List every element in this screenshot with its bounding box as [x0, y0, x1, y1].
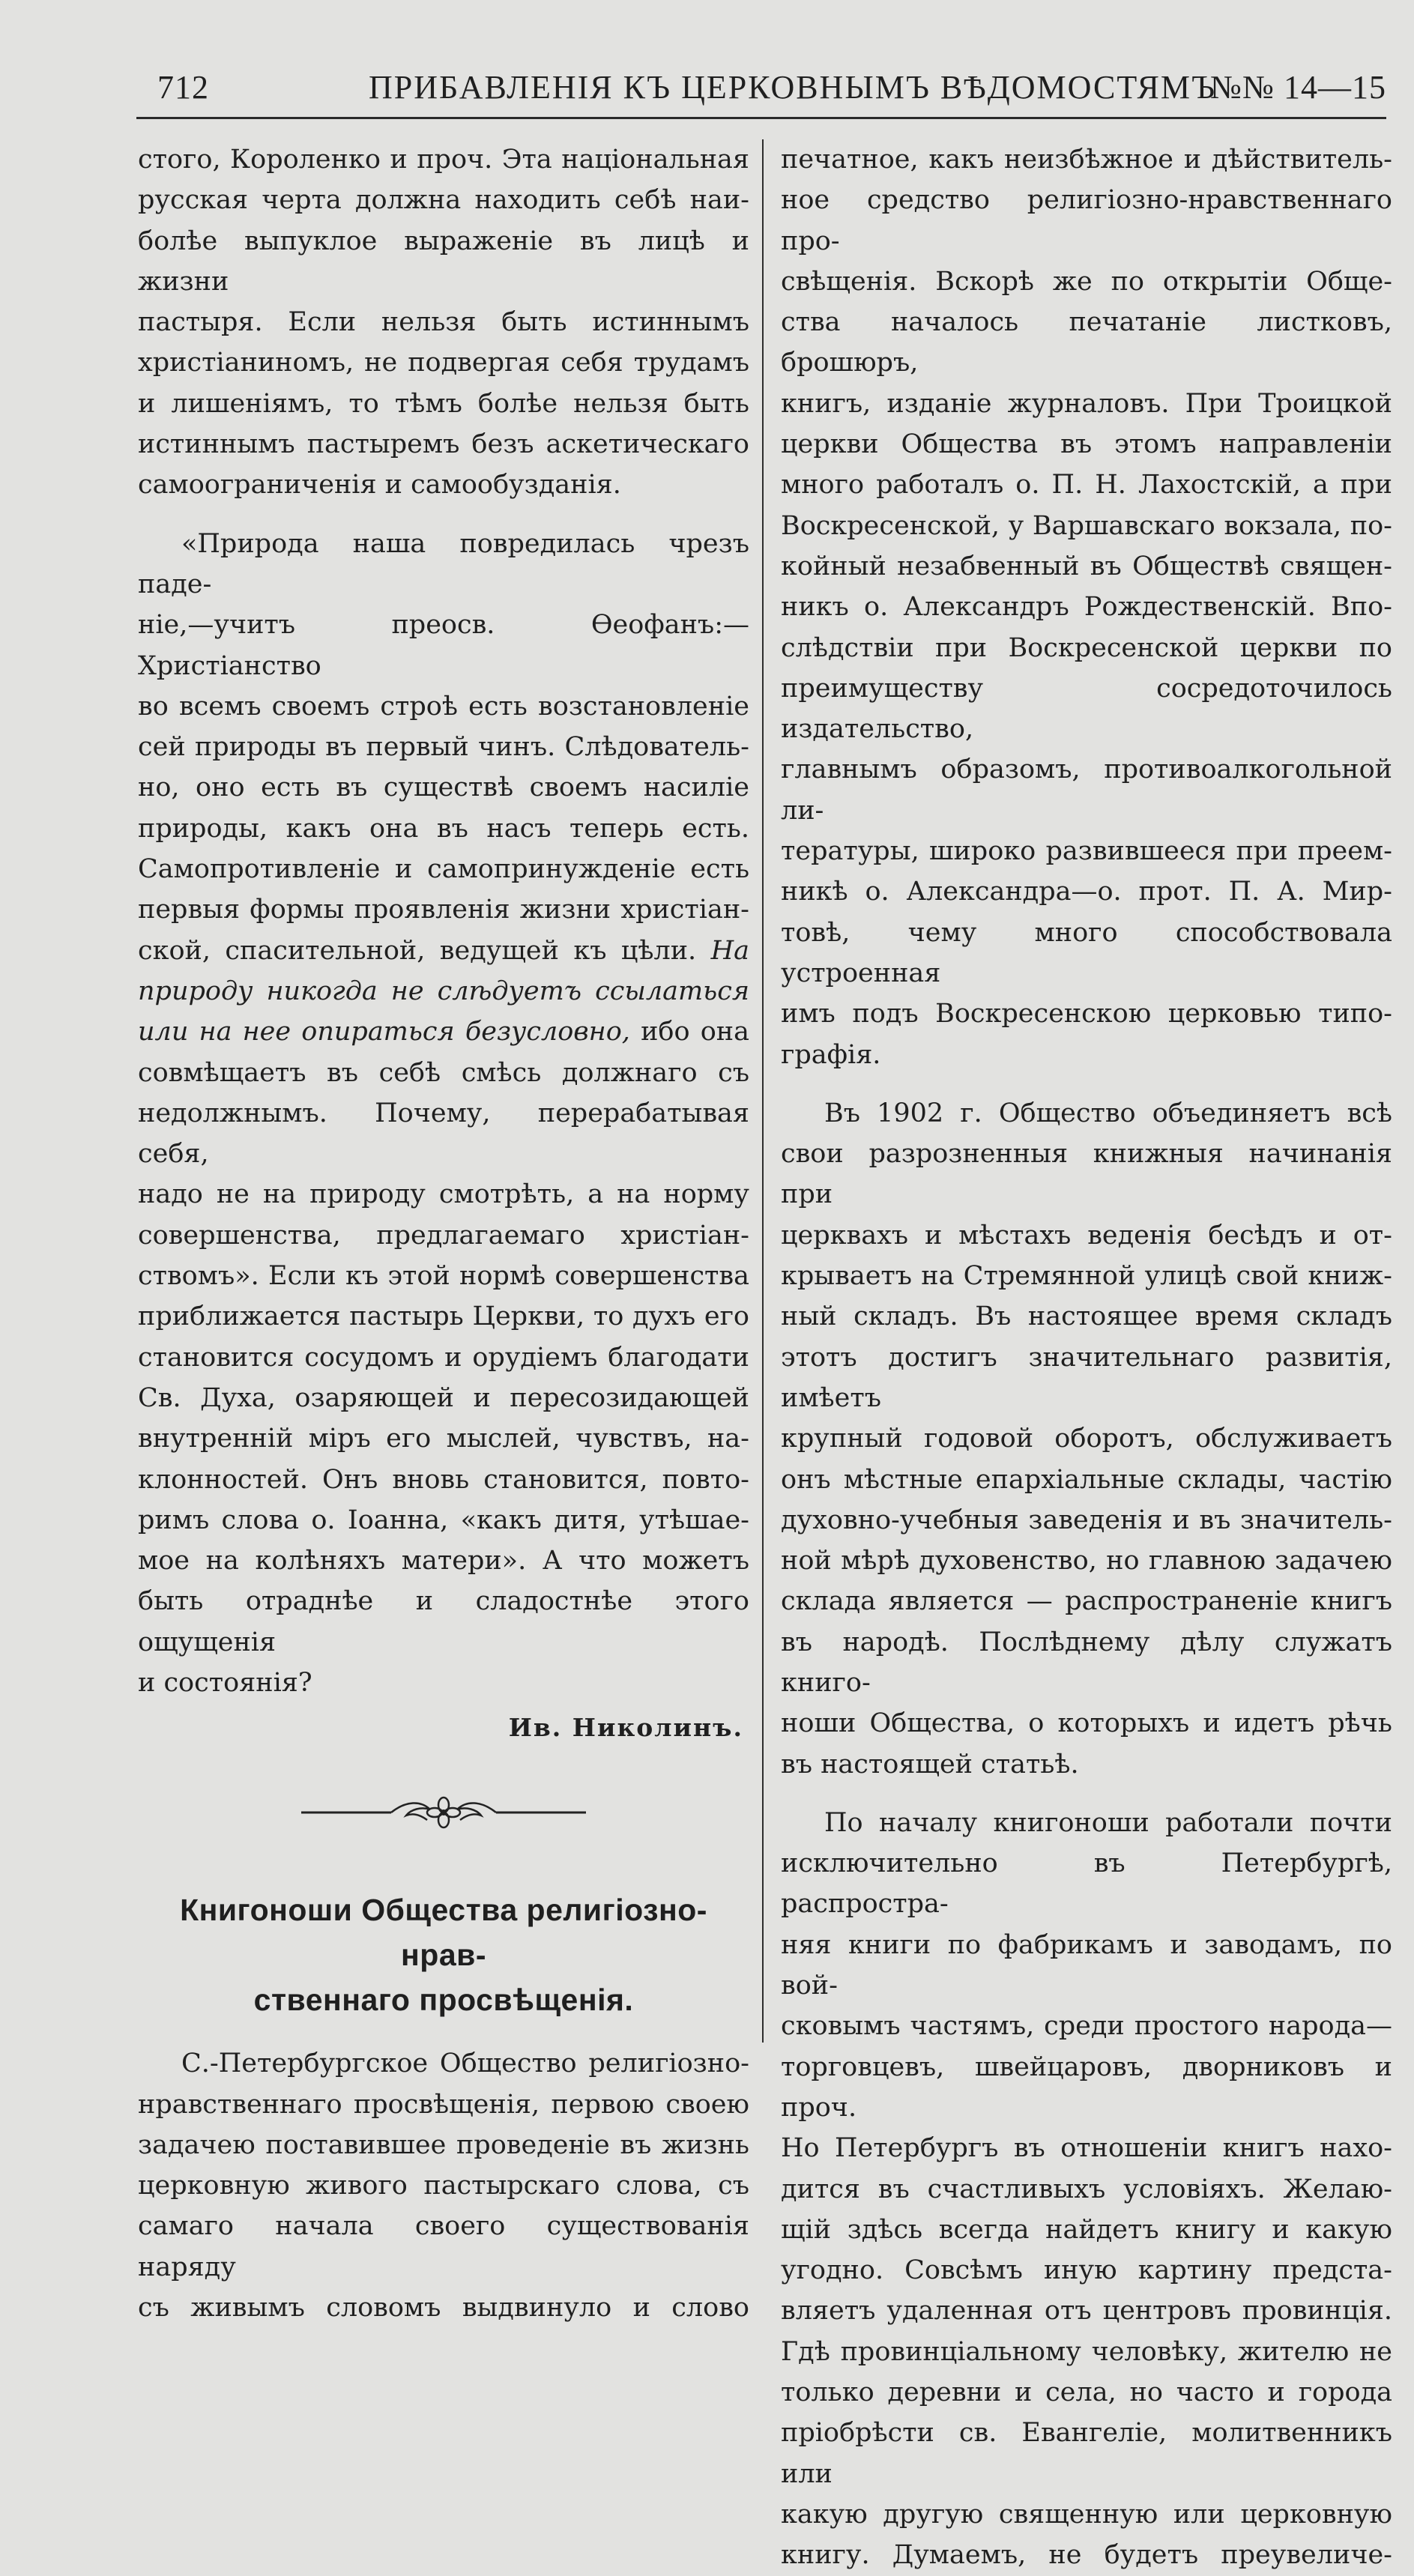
- italic-text: природу никогда не слѣдуетъ ссылаться: [138, 976, 749, 1006]
- fleuron-divider-icon: [301, 1790, 586, 1835]
- text-line: самоограниченія и самообузданія.: [138, 470, 621, 501]
- text-line: преимуществу сосредоточилось издательство,: [781, 673, 1392, 745]
- text-line: внутренній міръ его мыслей, чувствъ, на-: [138, 1424, 749, 1454]
- paragraph-left-3: [138, 2043, 749, 2328]
- text-line: склада является — распространеніе книгъ: [781, 1586, 1392, 1617]
- header-rule: [136, 117, 1386, 119]
- text-line: много работалъ о. П. Н. Лахостскій, а при: [781, 470, 1392, 501]
- page-header: [157, 61, 1386, 114]
- paragraph-left-1: [138, 139, 749, 506]
- running-title: ПРИБАВЛЕНІЯ КЪ ЦЕРКОВНЫМЪ ВѢДОМОСТЯМЪ: [369, 69, 1217, 106]
- text-line: церковную живого пастырскаго слова, съ: [138, 2171, 749, 2201]
- text-line: ное средство религіозно-нравственнаго про-: [781, 185, 1392, 256]
- text-line: сковымъ частямъ, среди простого народа—: [781, 2011, 1392, 2042]
- text-line: сей природы въ первый чинъ. Слѣдователь-: [138, 732, 749, 763]
- text-line: первыя формы проявленія жизни христіан-: [138, 895, 749, 925]
- text-line: тературы, широко развившееся при преем-: [781, 836, 1392, 867]
- text-line: только деревни и села, но часто и города: [781, 2377, 1392, 2408]
- text-line: ноши Общества, о которыхъ и идетъ рѣчь: [781, 1708, 1392, 1739]
- text-line: щій здѣсь всегда найдетъ книгу и какую: [781, 2214, 1392, 2245]
- text-line: приближается пастырь Церкви, то духъ его: [138, 1301, 749, 1332]
- text-line: съ живымъ словомъ выдвинуло и слово: [138, 2293, 749, 2323]
- text-line: совмѣщаетъ въ себѣ смѣсь должнаго съ: [138, 1057, 749, 1088]
- text-line: никъ о. Александръ Рождественскій. Впо-: [781, 592, 1392, 623]
- text-line: ной мѣрѣ духовенство, но главною задачею: [781, 1546, 1392, 1576]
- text-line: онъ мѣстные епархіальные склады, частію: [781, 1464, 1392, 1495]
- text-line: Воскресенской, у Варшавскаго вокзала, по-: [781, 510, 1392, 541]
- text-line: и состоянія?: [138, 1667, 312, 1698]
- text-line: ніе,—учитъ преосв. Ѳеофанъ:—Христіанство: [138, 610, 749, 681]
- text-line: мое на колѣняхъ матери». А что можетъ: [138, 1546, 749, 1576]
- text-line: во всемъ своемъ строѣ есть возстановленіе: [138, 691, 749, 722]
- italic-text: или на нее опираться безусловно,: [138, 1017, 630, 1047]
- text-line: христіаниномъ, не подвергая себя трудамъ: [138, 348, 749, 378]
- italic-text: На: [710, 935, 749, 966]
- left-column: [138, 139, 749, 2328]
- right-column: [781, 139, 1392, 2576]
- text-line: торговцевъ, швейцаровъ, дворниковъ и проч.: [781, 2052, 1392, 2123]
- text-line: [138, 971, 749, 1012]
- paragraph-right-1: [781, 139, 1392, 1075]
- text-line: самаго начала своего существованія наряду: [138, 2211, 749, 2282]
- text-line: С.-Петербургское Общество религіозно-: [181, 2049, 749, 2079]
- text-line: исключительно въ Петербургѣ, распростра-: [781, 1848, 1392, 1920]
- text-line: Гдѣ провинціальному человѣку, жителю не: [781, 2336, 1392, 2367]
- text-line: Въ 1902 г. Общество объединяетъ всѣ: [824, 1098, 1392, 1128]
- paragraph-left-2: [138, 524, 749, 1704]
- page-number: 712: [157, 69, 209, 106]
- text-line: крупный годовой оборотъ, обслуживаетъ: [781, 1424, 1392, 1454]
- text-line: главнымъ образомъ, противоалкогольной ли-: [781, 755, 1392, 826]
- text-line: «Природа наша повредилась чрезъ паде-: [138, 528, 749, 599]
- text-line: вляетъ удаленная отъ центровъ провинція.: [781, 2296, 1392, 2326]
- paragraph-right-2: [781, 1093, 1392, 1785]
- column-divider: [762, 139, 764, 2043]
- text-line: истиннымъ пастыремъ безъ аскетическаго: [138, 429, 749, 460]
- text-line: книгу. Думаемъ, не будетъ преувеличе-: [781, 2540, 1392, 2571]
- text-line: болѣе выпуклое выраженіе въ лицѣ и жизни: [138, 226, 749, 297]
- text-line: церкви Общества въ этомъ направленіи: [781, 429, 1392, 460]
- text-line: или на нее опираться безусловно, ибо она: [138, 1017, 749, 1047]
- text-line: стого, Короленко и проч. Эта національная: [138, 145, 749, 175]
- paragraph-right-3: [781, 1803, 1392, 2576]
- text-line: но, оно есть въ существѣ своемъ насиліе: [138, 773, 749, 803]
- text-line: въ народѣ. Послѣднему дѣлу служатъ книго-: [781, 1627, 1392, 1698]
- issue-number: №№ 14—15: [1210, 69, 1386, 106]
- text-line: становится сосудомъ и орудіемъ благодати: [138, 1342, 749, 1373]
- text-line: товѣ, чему много способствовала устроенная: [781, 917, 1392, 988]
- text-line: совершенства, предлагаемаго христіан-: [138, 1220, 749, 1251]
- text-line: въ настоящей статьѣ.: [781, 1749, 1079, 1780]
- text-line: духовно-учебныя заведенія и въ значитель-: [781, 1505, 1392, 1535]
- text-line: нравственнаго просвѣщенія, первою своею: [138, 2089, 749, 2120]
- text-line: имъ подъ Воскресенскою церковью типо-: [781, 999, 1392, 1030]
- text-line: свои разрозненныя книжныя начинанія при: [781, 1139, 1392, 1210]
- text-line: какую другую священную или церковную: [781, 2499, 1392, 2530]
- text-line: клонностей. Онъ вновь становится, повто-: [138, 1464, 749, 1495]
- text-line: книгъ, изданіе журналовъ. При Троицкой: [781, 388, 1392, 419]
- text-line: недолжнымъ. Почему, перерабатывая себя,: [138, 1098, 749, 1170]
- text-line: ствомъ». Если къ этой нормѣ совершенства: [138, 1261, 749, 1292]
- text-line: няя книги по фабрикамъ и заводамъ, по вой-: [781, 1929, 1392, 2001]
- text-line: графія.: [781, 1039, 881, 1070]
- author-signature: Ив. Николинъ.: [508, 1713, 743, 1743]
- text-line: пастыря. Если нельзя быть истиннымъ: [138, 307, 749, 338]
- text-line: По началу книгоноши работали почти: [824, 1807, 1392, 1838]
- text-line: этотъ достигъ значительнаго развитія, имѣетъ: [781, 1342, 1392, 1413]
- text-line: пріобрѣсти св. Евангеліе, молитвенникъ или: [781, 2418, 1392, 2489]
- text-line: дится въ счастливыхъ условіяхъ. Желаю-: [781, 2174, 1392, 2204]
- text-line: быть отраднѣе и сладостнѣе этого ощущенія: [138, 1586, 749, 1657]
- text-line: ской, спасительной, ведущей къ цѣли. На: [138, 935, 749, 966]
- text-line: русская черта должна находить себѣ наи-: [138, 185, 749, 216]
- text-line: надо не на природу смотрѣть, а на норму: [138, 1179, 749, 1210]
- text-line: Самопротивленіе и самопринужденіе есть: [138, 854, 749, 885]
- text-line: печатное, какъ неизбѣжное и дѣйствитель-: [781, 145, 1392, 175]
- text-line: природы, какъ она въ насъ теперь есть.: [138, 813, 749, 844]
- text-line: угодно. Совсѣмъ иную картину предста-: [781, 2255, 1392, 2286]
- text-line: крываетъ на Стремянной улицѣ свой книж-: [781, 1261, 1392, 1292]
- text-line: слѣдствіи при Воскресенской церкви по: [781, 632, 1392, 663]
- text-line: Св. Духа, озаряющей и пересозидающей: [138, 1382, 749, 1413]
- text-line: церквахъ и мѣстахъ веденія бесѣдъ и от-: [781, 1220, 1392, 1251]
- text-line: Но Петербургъ въ отношеніи книгъ нахо-: [781, 2133, 1392, 2164]
- text-line: никѣ о. Александра—о. прот. П. А. Мир-: [781, 877, 1392, 907]
- text-line: римъ слова о. Іоанна, «какъ дитя, утѣшае-: [138, 1505, 749, 1535]
- text-line: свѣщенія. Вскорѣ же по открытіи Обще-: [781, 266, 1392, 297]
- text-line: ный складъ. Въ настоящее время складъ: [781, 1301, 1392, 1332]
- text-line: ства началось печатаніе листковъ, брошюръ,: [781, 307, 1392, 378]
- article-title: Книгоноши Общества религіозно-нрав- ственнаго просвѣщенія.: [180, 1893, 707, 2018]
- text-line: и лишеніямъ, то тѣмъ болѣе нельзя быть: [138, 388, 749, 419]
- text-line: койный незабвенный въ Обществѣ священ-: [781, 551, 1392, 581]
- text-line: задачею поставившее проведеніе въ жизнь: [138, 2129, 749, 2160]
